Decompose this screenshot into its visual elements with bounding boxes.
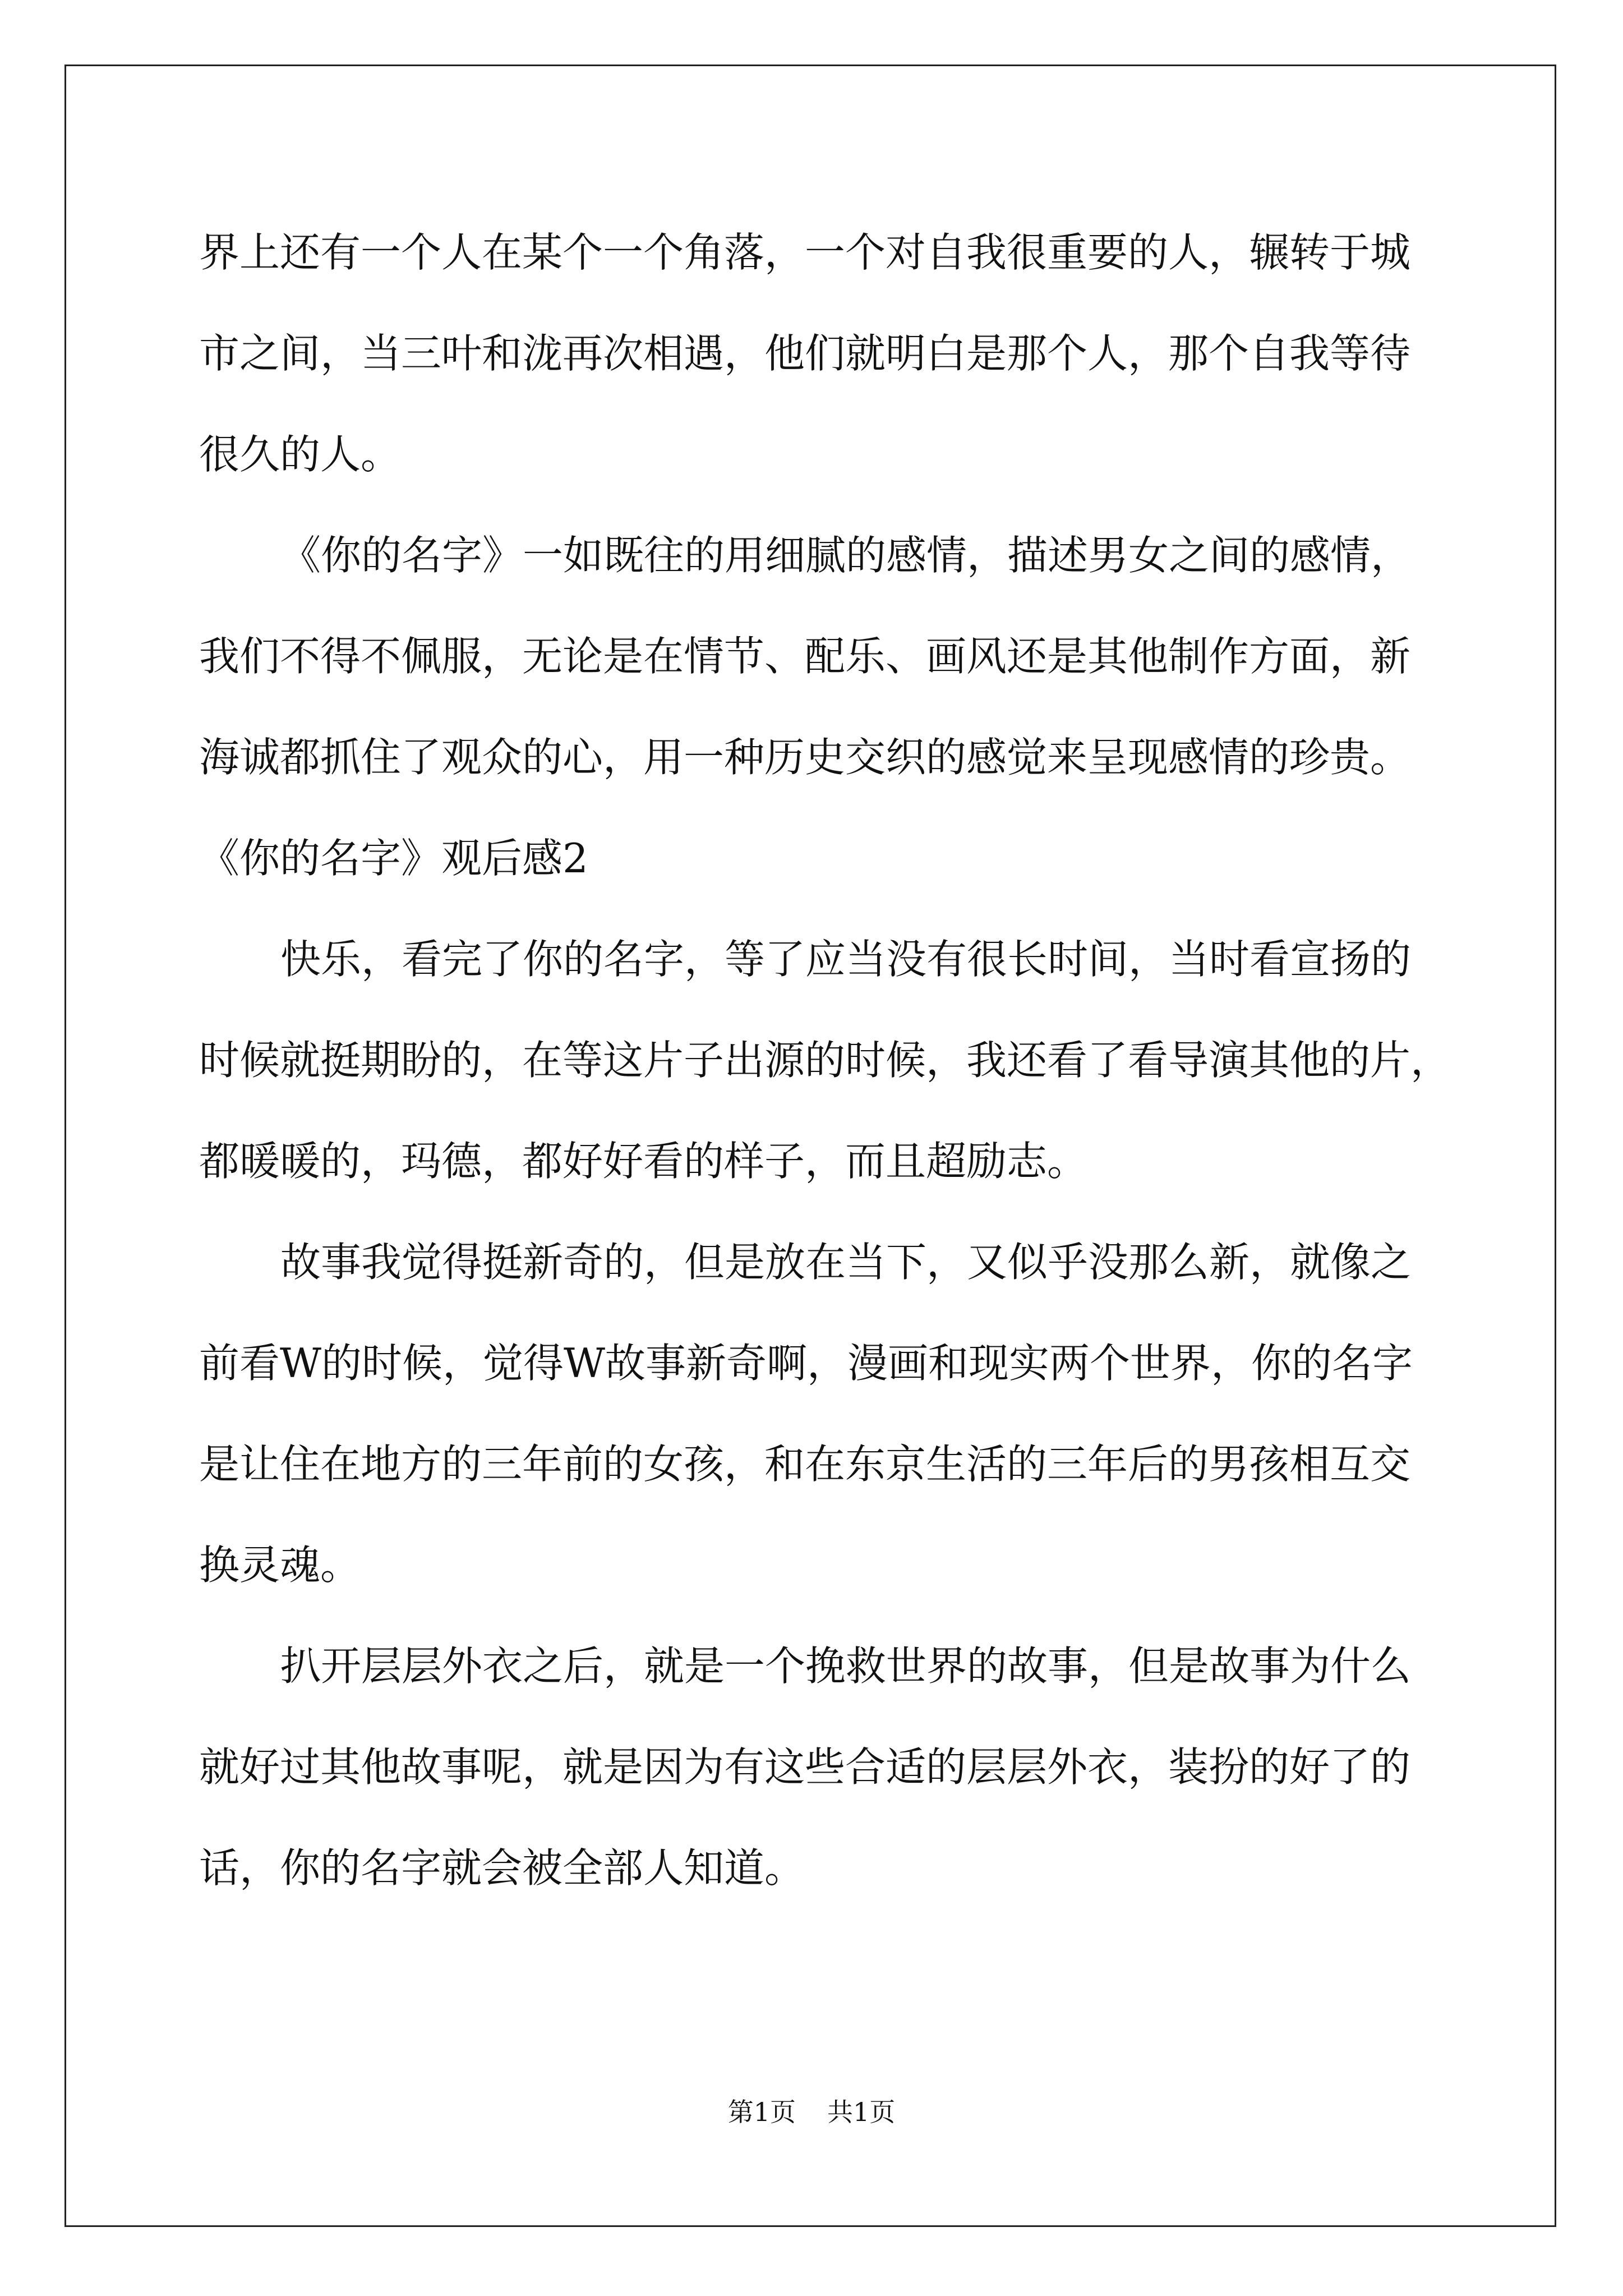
body-line: 我们不得不佩服，无论是在情节、配乐、画风还是其他制作方面，新 <box>199 633 1411 680</box>
body-line: 都暖暖的，玛德，都好好看的样子，而且超励志。 <box>199 1138 1088 1185</box>
paragraph-first-line: 扒开层层外衣之后，就是一个挽救世界的故事，但是故事为什么 <box>280 1642 1412 1690</box>
page-total: 共1页 <box>827 2097 896 2127</box>
body-line: 时候就挺期盼的，在等这片子出源的时候，我还看了看导演其他的片， <box>199 1037 1451 1084</box>
paragraph-first-line: 故事我觉得挺新奇的，但是放在当下，又似乎没那么新，就像之 <box>280 1239 1412 1286</box>
body-line: 就好过其他故事呢，就是因为有这些合适的层层外衣，装扮的好了的 <box>199 1743 1411 1791</box>
body-line: 是让住在地方的三年前的女孩，和在东京生活的三年后的男孩相互交 <box>199 1441 1411 1488</box>
body-line: 海诚都抓住了观众的心，用一种历史交织的感觉来呈现感情的珍贵。 <box>199 734 1411 781</box>
section-heading: 《你的名字》观后感2 <box>199 835 588 882</box>
page-number: 第1页 <box>727 2097 796 2127</box>
body-line: 前看W的时候，觉得W故事新奇啊，漫画和现实两个世界，你的名字 <box>199 1340 1413 1387</box>
page-footer <box>0 2095 1623 2129</box>
paragraph-first-line: 快乐，看完了你的名字，等了应当没有很长时间，当时看宣扬的 <box>280 936 1412 983</box>
document-body <box>199 202 1451 1918</box>
paragraph-first-line: 《你的名字》一如既往的用细腻的感情，描述男女之间的感情， <box>280 532 1412 579</box>
body-line: 换灵魂。 <box>199 1542 361 1589</box>
body-line: 市之间，当三叶和泷再次相遇，他们就明白是那个人，那个自我等待 <box>199 330 1411 377</box>
body-line: 话，你的名字就会被全部人知道。 <box>199 1844 805 1892</box>
body-line: 很久的人。 <box>199 431 402 478</box>
body-line: 界上还有一个人在某个一个角落，一个对自我很重要的人，辗转于城 <box>199 229 1411 276</box>
